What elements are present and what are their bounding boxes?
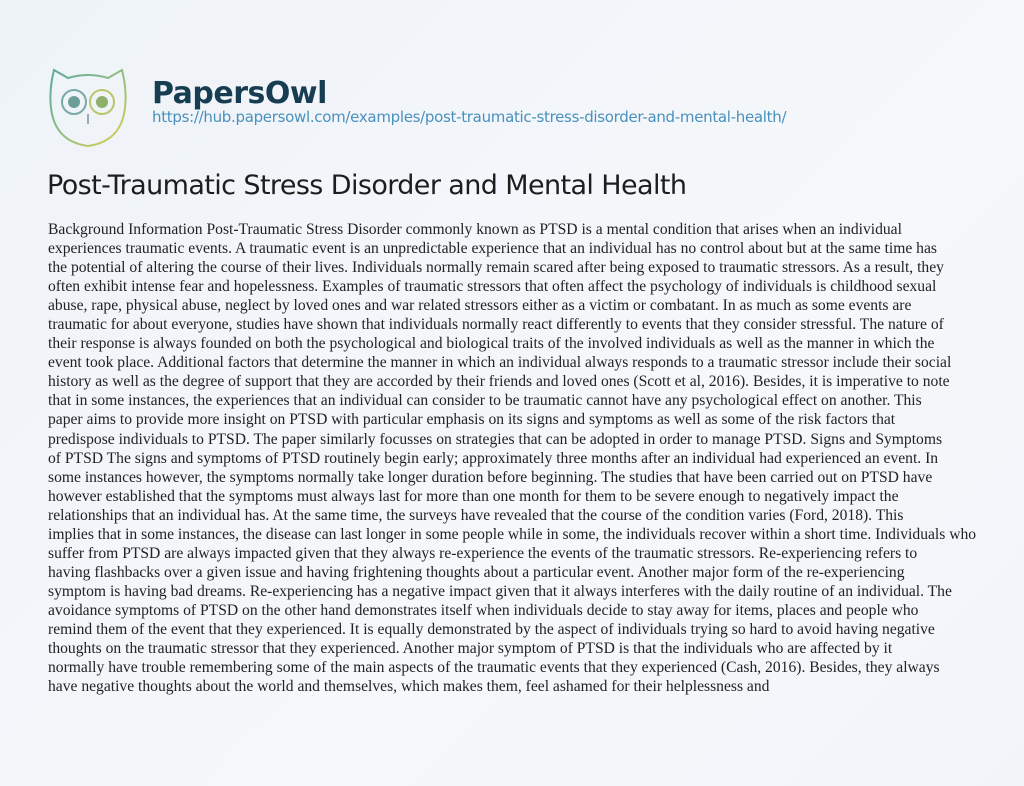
essay-line: often exhibit intense fear and hopelessness. Examples of traumatic stressors that often affect the psychology of individuals is childhood sexual xyxy=(48,278,937,296)
essay-line: the potential of altering the course of their lives. Individuals normally remain scared after being exposed to traumatic stressors. As a result, they xyxy=(48,259,944,277)
essay-line: relationships that an individual has. At the same time, the surveys have revealed that the course of the condition varies (Ford, 2018). This xyxy=(48,506,904,524)
essay-body xyxy=(48,220,988,696)
essay-line: predispose individuals to PTSD. The paper similarly focusses on strategies that can be adopted in order to manage PTSD. Signs and Symptoms xyxy=(48,430,943,448)
essay-line: avoidance symptoms of PTSD on the other hand demonstrates itself when individuals decide to stay away for items, places and people who xyxy=(48,601,919,619)
essay-line: have negative thoughts about the world and themselves, which makes them, feel ashamed for their helplessness and xyxy=(48,678,770,696)
essay-line: their response is always founded on both the psychological and biological traits of the involved individuals as well as the manner in which the xyxy=(48,335,935,353)
essay-line: experiences traumatic events. A traumatic event is an unpredictable experience that an individual has no control about but at the same time has xyxy=(48,240,937,258)
essay-line: some instances however, the symptoms normally take longer duration before beginning. The studies that have been carried out on PTSD have xyxy=(48,468,933,486)
essay-line: normally have trouble remembering some of the main aspects of the traumatic events that they experienced (Cash, 2016). Besides, they always xyxy=(48,659,940,677)
brand-name[interactable]: PapersOwl xyxy=(152,76,327,111)
essay-line: however established that the symptoms must always last for more than one month for them to be severe enough to negatively impact the xyxy=(48,487,899,505)
essay-line: history as well as the degree of support that they are accorded by their friends and loved ones (Scott et al, 2016). Besides, it is imperative to note xyxy=(48,373,950,391)
essay-line: suffer from PTSD are always impacted given that they always re-experience the events of the traumatic stressors. Re-experiencing refers to xyxy=(48,544,918,562)
essay-line: abuse, rape, physical abuse, neglect by loved ones and war related stressors either as a victim or combatant. In as much as some events are xyxy=(48,297,912,315)
essay-line: of PTSD The signs and symptoms of PTSD routinely begin early; approximately three months after an individual had experienced an event. In xyxy=(48,449,939,467)
papersowl-owl-logo-icon xyxy=(48,64,128,148)
essay-line: thoughts on the traumatic stressor that they experienced. Another major symptom of PTSD is that the individuals who are affected by it xyxy=(48,640,893,658)
essay-line: traumatic for about everyone, studies have shown that individuals normally react differently to events that they consider stressful. The nature of xyxy=(48,316,944,334)
essay-line: symptom is having bad dreams. Re-experiencing has a negative impact given that it always interferes with the daily routine of an individual. The xyxy=(48,582,952,600)
essay-line: that in some instances, the experiences that an individual can consider to be traumatic cannot have any psychological effect on another. This xyxy=(48,392,922,410)
essay-line: remind them of the event that they experienced. It is equally demonstrated by the aspect of individuals trying so hard to avoid having negative xyxy=(48,620,935,638)
essay-line: event took place. Additional factors that determine the manner in which an individual always responds to a traumatic stressor include their social xyxy=(48,354,952,372)
source-url-link[interactable]: https://hub.papersowl.com/examples/post-traumatic-stress-disorder-and-mental-health/ xyxy=(152,108,787,126)
essay-line: paper aims to provide more insight on PTSD with particular emphasis on its signs and symptoms as well as some of the risk factors that xyxy=(48,411,896,429)
essay-line: implies that in some instances, the disease can last longer in some people while in some, the individuals recover within a short time. Individuals who xyxy=(48,525,977,543)
essay-line: having flashbacks over a given issue and having frightening thoughts about a particular event. Another major form of the re-experiencing xyxy=(48,563,905,581)
essay-line: Background Information Post-Traumatic Stress Disorder commonly known as PTSD is a mental condition that arises when an individual xyxy=(48,221,902,238)
page-title: Post-Traumatic Stress Disorder and Mental Health xyxy=(47,170,687,201)
